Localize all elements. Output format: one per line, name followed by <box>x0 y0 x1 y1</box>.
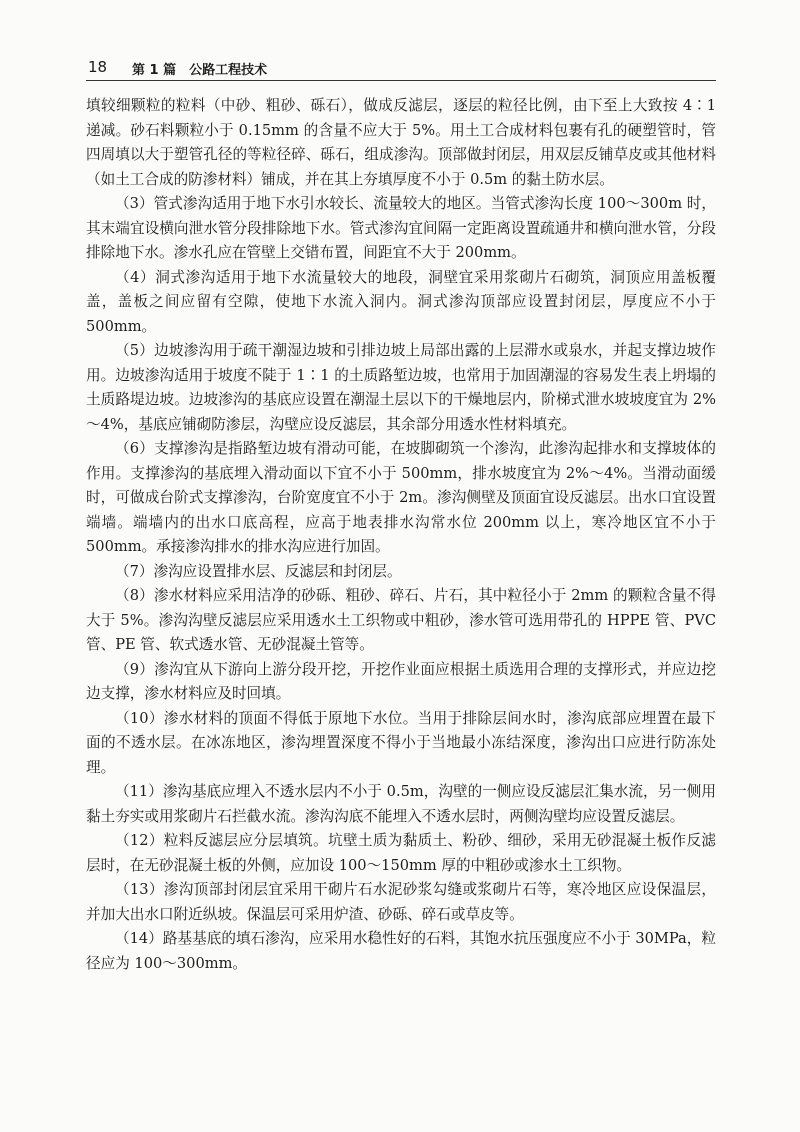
paragraph-3: （3）管式渗沟适用于地下水引水较长、流量较大的地区。当管式渗沟长度 100～300m 时，其末端宜设横向泄水管分段排除地下水。管式渗沟宜间隔一定距离设置疏通井和横向泄水管，分段排除地下水。渗水孔应在管壁上交错布置，间距宜不大于 200mm。 <box>86 195 716 261</box>
paragraph-5: （5）边坡渗沟用于疏干潮湿边坡和引排边坡上局部出露的上层滞水或泉水，并起支撑边坡作用。边坡渗沟适用于坡度不陡于 1∶1 的土质路堑边坡，也常用于加固潮湿的容易发生表上坍塌的土质路堤边坡。边坡渗沟的基底应设置在潮湿土层以下的干燥地层内，阶梯式泄水坡坡度宜为 2%～4%，基底应铺砌防渗层，沟壁应设反滤层，其余部分用透水性材料填充。 <box>86 342 716 433</box>
paragraph-10: （10）渗水材料的顶面不得低于原地下水位。当用于排除层间水时，渗沟底部应埋置在最下面的不透水层。在冰冻地区，渗沟埋置深度不得小于当地最小冻结深度，渗沟出口应进行防冻处理。 <box>86 709 716 776</box>
paragraph-11: （11）渗沟基底应埋入不透水层内不小于 0.5m，沟壁的一侧应设反滤层汇集水流，另一侧用黏土夯实或用浆砌片石拦截水流。渗沟沟底不能埋入不透水层时，两侧沟壁均应设置反滤层。 <box>86 783 716 825</box>
paragraph-14: （14）路基基底的填石渗沟，应采用水稳性好的石料，其饱水抗压强度应不小于 30MPa，粒径应为 100～300mm。 <box>86 930 716 972</box>
section-title: 第 1 篇 公路工程技术 <box>132 63 268 78</box>
page-body <box>86 94 716 976</box>
paragraph-13: （13）渗沟顶部封闭层宜采用干砌片石水泥砂浆勾缝或浆砌片石等，寒冷地区应设保温层，并加大出水口附近纵坡。保温层可采用炉渣、砂砾、碎石或草皮等。 <box>86 881 716 923</box>
page-header <box>86 58 716 81</box>
paragraph-8: （8）渗水材料应采用洁净的砂砾、粗砂、碎石、片石，其中粒径小于 2mm 的颗粒含量不得大于 5%。渗沟沟壁反滤层应采用透水土工织物或中粗砂，渗水管可选用带孔的 HPPE 管、PVC 管、PE 管、软式透水管、无砂混凝土管等。 <box>86 587 716 653</box>
page-number: 18 <box>88 58 108 76</box>
paragraph-9: （9）渗沟宜从下游向上游分段开挖，开挖作业面应根据土质选用合理的支撑形式，并应边挖边支撑，渗水材料应及时回填。 <box>86 660 716 702</box>
paragraph-4: （4）洞式渗沟适用于地下水流量较大的地段，洞壁宜采用浆砌片石砌筑，洞顶应用盖板覆盖，盖板之间应留有空隙，使地下水流入洞内。洞式渗沟顶部应设置封闭层，厚度应不小于 500mm。 <box>86 268 716 335</box>
paragraph-7: （7）渗沟应设置排水层、反滤层和封闭层。 <box>115 562 402 580</box>
paragraph-continuation: 填较细颗粒的粒料（中砂、粗砂、砾石），做成反滤层，逐层的粒径比例，由下至上大致按 4∶1 递减。砂石料颗粒小于 0.15mm 的含量不应大于 5%。用土工合成材料包裹有孔的硬塑管时，管四周填以大于塑管孔径的等粒径碎、砾石，组成渗沟。顶部做封闭层，用双层反铺草皮或其他材料（如土工合成的防渗材料）铺成，并在其上夯填厚度不小于 0.5m 的黏土防水层。 <box>86 97 716 188</box>
paragraph-6: （6）支撑渗沟是指路堑边坡有滑动可能，在坡脚砌筑一个渗沟，此渗沟起排水和支撑坡体的作用。支撑渗沟的基底埋入滑动面以下宜不小于 500mm，排水坡度宜为 2%～4%。当滑动面缓时，可做成台阶式支撑渗沟，台阶宽度宜不小于 2m。渗沟侧壁及顶面宜设反滤层。出水口宜设置端墙。端墙内的出水口底高程，应高于地表排水沟常水位 200mm 以上，寒冷地区宜不小于 500mm。承接渗沟排水的排水沟应进行加固。 <box>86 440 716 555</box>
paragraph-12: （12）粒料反滤层应分层填筑。坑壁土质为黏质土、粉砂、细砂，采用无砂混凝土板作反滤层时，在无砂混凝土板的外侧，应加设 100～150mm 厚的中粗砂或渗水土工织物。 <box>86 832 716 874</box>
